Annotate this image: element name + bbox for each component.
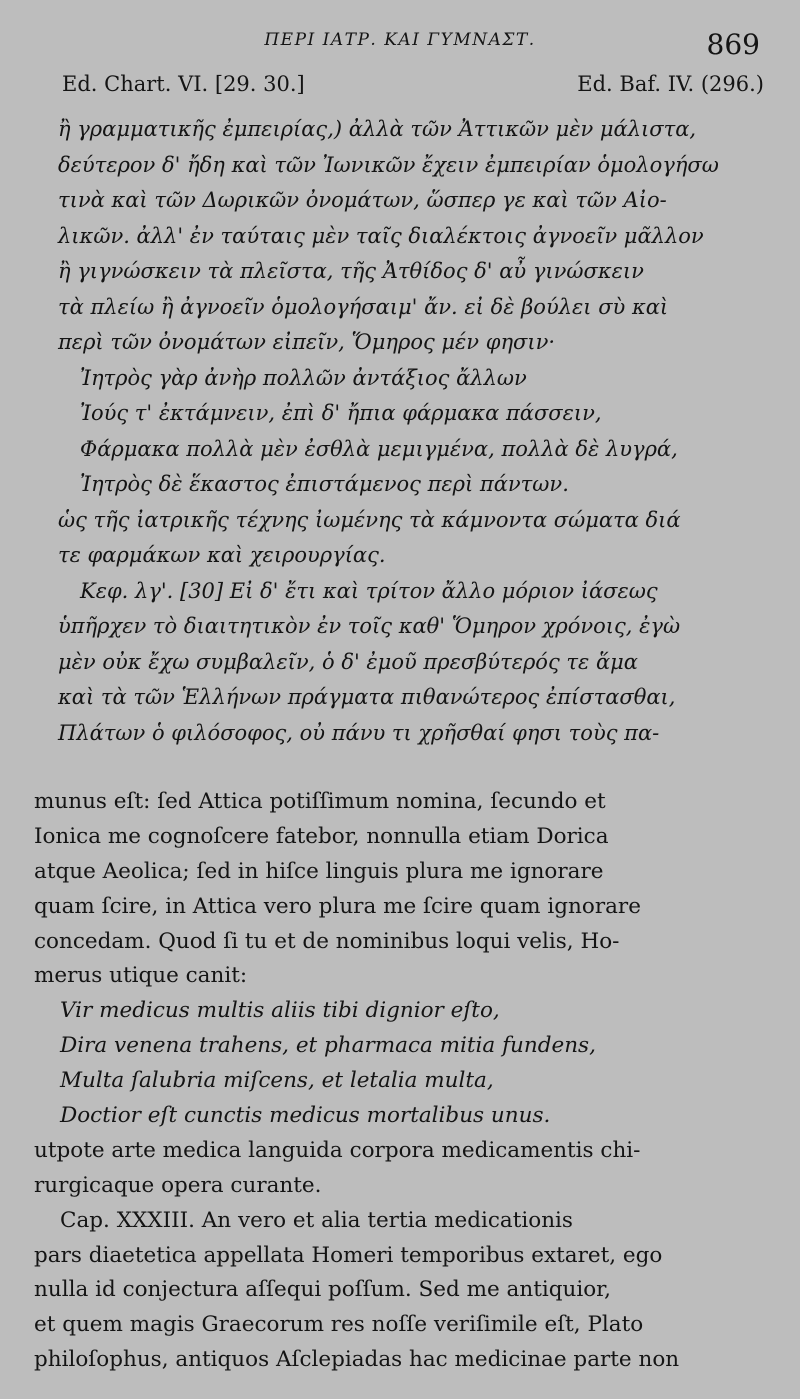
greek-line: καὶ τὰ τῶν Ἑλλήνων πράγματα πιθανώτερος ἐπίστασθαι, [58,685,676,709]
latin-line: philoſophus, antiquos Aſclepiadas hac medicinae parte non [34,1347,680,1373]
greek-line: τε φαρμάκων καὶ χειρουργίας. [58,543,386,567]
greek-line: τὰ πλείω ἢ ἀγνοεῖν ὁμολογήσαιμ' ἄν. εἰ δὲ βούλει σὺ καὶ [58,294,669,319]
greek-line: περὶ τῶν ὀνομάτων εἰπεῖν, Ὅμηρος μέν φησιν· [58,330,556,354]
greek-line: ὡς τῆς ἰατρικῆς τέχνης ἰωμένης τὰ κάμνοντα σώματα διά [58,507,681,532]
greek-verse-line: Ἰούς τ' ἐκτάμνειν, ἐπὶ δ' ἤπια φάρμακα πάσσειν, [80,401,602,425]
greek-line: μὲν οὐκ ἔχω συμβαλεῖν, ὁ δ' ἐμοῦ πρεσβύτερός τε ἅμα [58,649,638,674]
latin-verse-line: Multa ſalubria miſcens, et letalia multa, [60,1068,494,1094]
greek-verse-line: Ἰητρὸς δὲ ἕκαστος ἐπιστάμενος περὶ πάντων. [80,472,569,496]
greek-chapter-line: Κεφ. λγ'. [30] Εἰ δ' ἔτι καὶ τρίτον ἄλλο μόριον ἰάσεως [80,578,658,603]
greek-line: λικῶν. ἀλλ' ἐν ταύταις μὲν ταῖς διαλέκτοις ἀγνοεῖν μᾶλλον [58,223,704,248]
page-number: 869 [706,28,760,61]
latin-line: Ionica me cognoſcere fatebor, nonnulla etiam Dorica [34,823,609,849]
latin-verse-line: Vir medicus multis aliis tibi dignior eſto, [60,998,500,1024]
latin-line: quam ſcire, in Attica vero plura me ſcire quam ignorare [34,893,641,919]
greek-line: ὑπῆρχεν τὸ διαιτητικὸν ἐν τοῖς καθ' Ὅμηρον χρόνοις, ἐγὼ [58,614,681,638]
latin-text-block [34,785,744,1378]
latin-line: concedam. Quod ſi tu et de nominibus loqui velis, Ho- [34,928,620,954]
latin-line: munus eſt: ſed Attica potiſſimum nomina, ſecundo et [34,789,606,814]
latin-line: rurgicaque opera curante. [34,1172,322,1198]
latin-chapter-line: Cap. XXXIII. An vero et alia tertia medicationis [60,1207,573,1233]
edition-reference-right: Ed. Baf. IV. (296.) [577,72,764,96]
latin-line: nulla id conjectura aſſequi poſſum. Sed me antiquior, [34,1277,611,1303]
greek-line: ἢ γραμματικῆς ἐμπειρίας,) ἀλλὰ τῶν Ἀττικῶν μὲν μάλιστα, [58,117,697,141]
latin-line: merus utique canit: [34,963,248,989]
latin-line: utpote arte medica languida corpora medicamentis chi- [34,1137,641,1163]
greek-line: δεύτερον δ' ἤδη καὶ τῶν Ἰωνικῶν ἔχειν ἐμπειρίαν ὁμολογήσω [58,152,719,177]
greek-line: Πλάτων ὁ φιλόσοφος, οὐ πάνυ τι χρῆσθαί φησι τοὺς πα- [58,720,660,745]
latin-verse-line: Dira venena trahens, et pharmaca mitia fundens, [60,1033,596,1059]
latin-line: pars diaetetica appellata Homeri temporibus extaret, ego [34,1242,663,1268]
latin-verse-line: Doctior eſt cunctis medicus mortalibus unus. [60,1103,551,1129]
latin-line: et quem magis Graecorum res noſſe veriſimile eſt, Plato [34,1312,644,1338]
greek-verse-line: Φάρμακα πολλὰ μὲν ἐσθλὰ μεμιγμένα, πολλὰ δὲ λυγρά, [80,436,678,461]
running-header-title: ΠΕΡΙ ΙΑΤΡ. ΚΑΙ ΓΥΜΝΑΣΤ. [264,30,536,50]
edition-reference-left: Ed. Chart. VI. [29. 30.] [62,72,305,96]
greek-verse-line: Ἰητρὸς γὰρ ἀνὴρ πολλῶν ἀντάξιος ἄλλων [80,365,527,390]
latin-line: atque Aeolica; ſed in hiſce linguis plura me ignorare [34,858,604,884]
greek-text-block [58,112,768,751]
greek-line: ἢ γιγνώσκειν τὰ πλεῖστα, τῆς Ἀτθίδος δ' αὖ γινώσκειν [58,259,644,283]
greek-line: τινὰ καὶ τῶν Δωρικῶν ὀνομάτων, ὥσπερ γε καὶ τῶν Αἰο- [58,188,667,212]
